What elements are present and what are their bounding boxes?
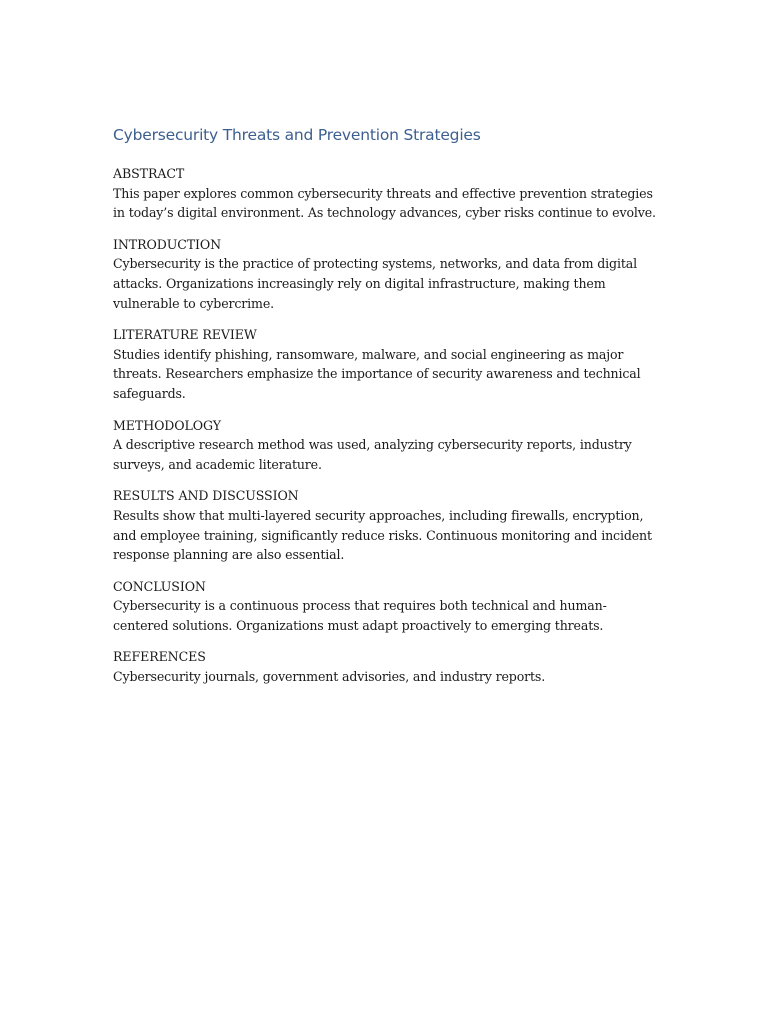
section-heading: REFERENCES [113, 649, 206, 665]
section-heading: METHODOLOGY [113, 417, 221, 433]
section-literature-review [113, 325, 658, 403]
section-body: Cybersecurity journals, government advisories, and industry reports. [113, 669, 546, 685]
section-body: This paper explores common cybersecurity threats and effective prevention strategies in today’s digital environment. As technology advances, cyber risks continue to evolve. [113, 185, 656, 221]
document-page [113, 124, 658, 699]
section-methodology [113, 416, 658, 475]
section-body: Cybersecurity is the practice of protecting systems, networks, and data from digital attacks. Organizations increasingly rely on digital infrastructure, making them vulnerable to cybercrime. [113, 256, 637, 311]
section-references [113, 647, 658, 686]
section-body: A descriptive research method was used, analyzing cybersecurity reports, industry surveys, and academic literature. [113, 437, 632, 472]
section-heading: CONCLUSION [113, 578, 206, 594]
document-title: Cybersecurity Threats and Prevention Strategies [113, 126, 481, 144]
section-introduction [113, 235, 658, 313]
section-body: Results show that multi-layered security approaches, including firewalls, encryption, and employee training, significantly reduce risks. Continuous monitoring and incident response planning are also essential. [113, 507, 652, 563]
section-heading: ABSTRACT [113, 166, 185, 181]
section-heading: RESULTS AND DISCUSSION [113, 488, 299, 504]
section-conclusion [113, 577, 658, 636]
section-abstract [113, 164, 658, 223]
section-body: Studies identify phishing, ransomware, malware, and social engineering as major threats. Researchers emphasize the importance of security awareness and technical safeguards. [113, 346, 641, 401]
section-heading: INTRODUCTION [113, 236, 222, 252]
section-results-and-discussion [113, 486, 658, 564]
section-heading: LITERATURE REVIEW [113, 327, 257, 343]
section-body: Cybersecurity is a continuous process that requires both technical and human-centered solutions. Organizations must adapt proactively to emerging threats. [113, 598, 607, 633]
